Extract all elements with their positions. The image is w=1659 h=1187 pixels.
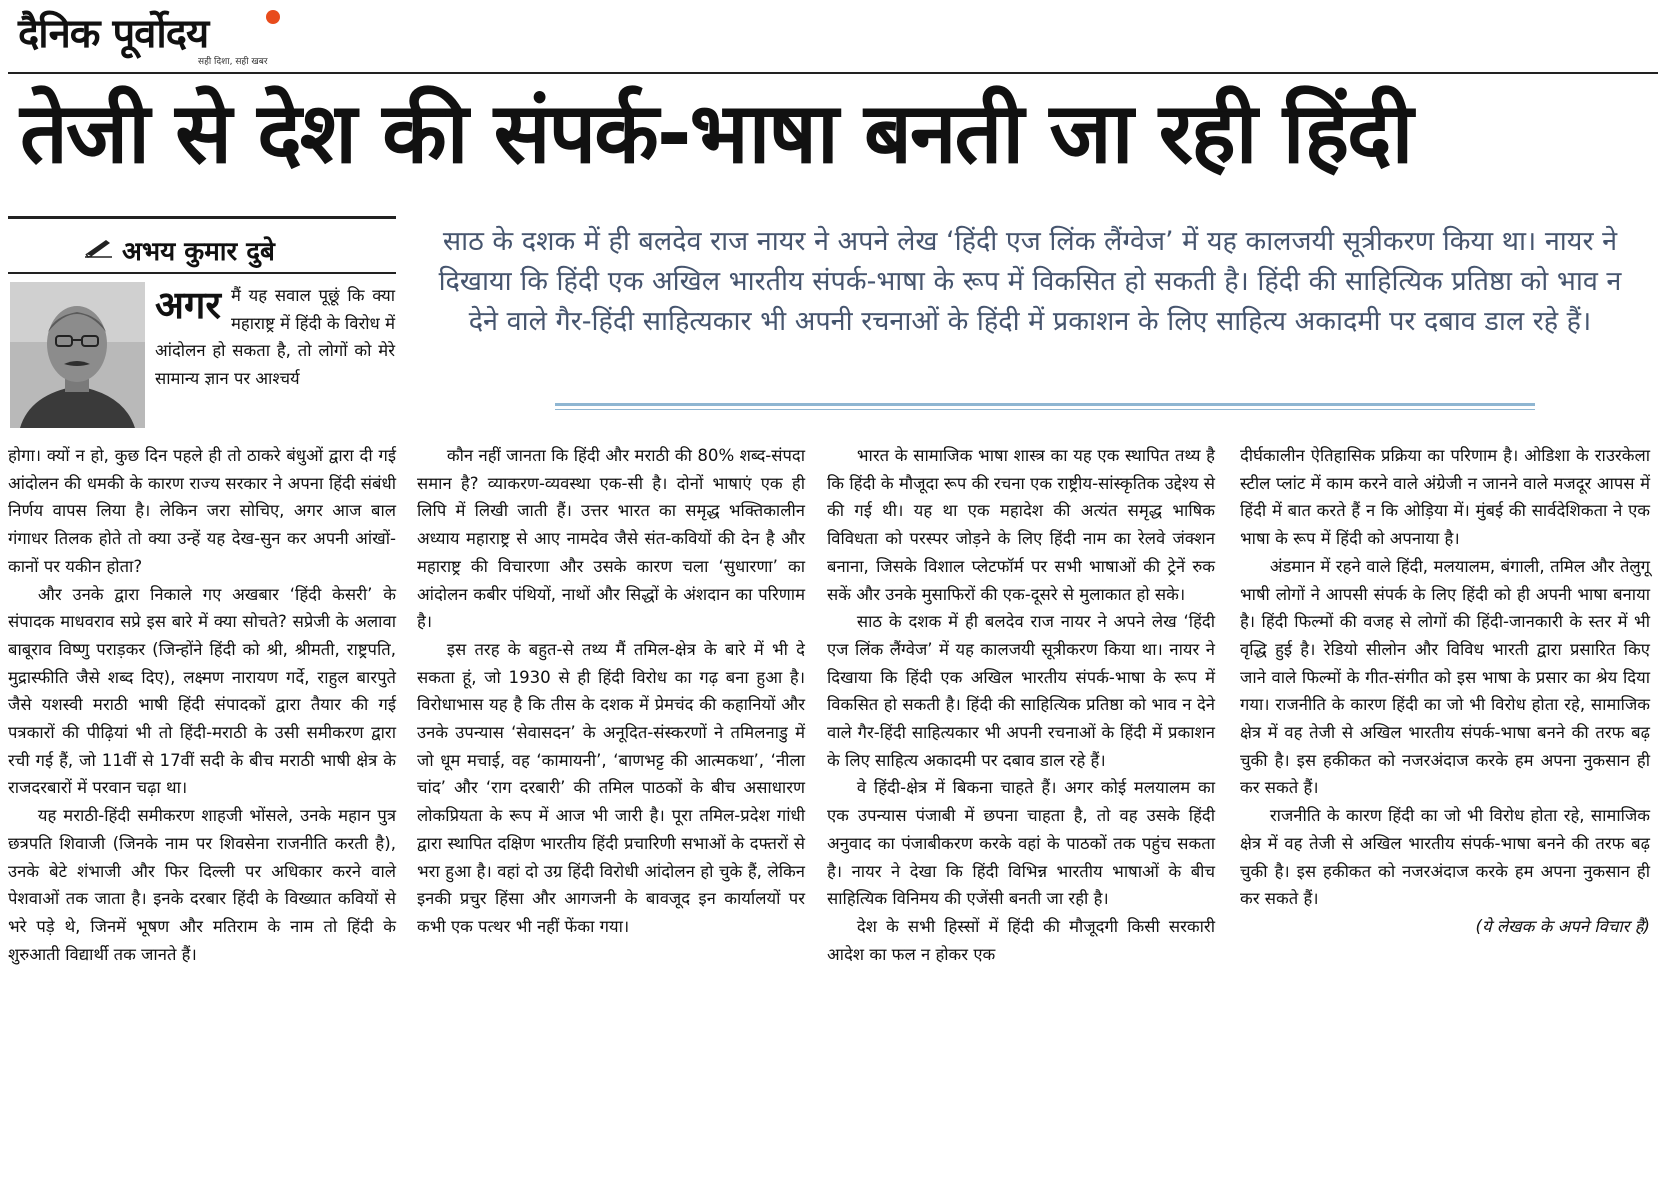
masthead xyxy=(8,4,1658,74)
headline: तेजी से देश की संपर्क-भाषा बनती जा रही हिंदी xyxy=(20,84,1412,182)
pull-quote-rule xyxy=(555,403,1535,406)
intro-text: मैं यह सवाल पूछूं कि क्या महाराष्ट्र में हिंदी के विरोध में आंदोलन हो सकता है, तो लोगों को मेरे सामान्य ज्ञान पर आश्चर्य xyxy=(155,286,395,389)
byline-divider-top xyxy=(8,216,396,219)
article-column-1 xyxy=(8,442,396,968)
drop-word: अगर xyxy=(155,283,221,327)
paragraph: इस तरह के बहुत-से तथ्य मैं तमिल-क्षेत्र के बारे में भी दे सकता हूं, जो 1930 से ही हिंदी विरोध का गढ़ बना हुआ है। विरोधाभास यह है कि तीस के दशक में प्रेमचंद की कहानियों और उनके उपन्यास ‘सेवासदन’ के अनूदित-संस्करणों ने तमिलनाडु में जो धूम मचाई, वह ‘कामायनी’, ‘बाणभट्ट की आत्मकथा’, ‘नीला चांद’ और ‘राग दरबारी’ की तमिल पाठकों के बीच असाधारण लोकप्रियता के रूप में आज भी जारी है। पूरा तमिल-प्रदेश गांधी द्वारा स्थापित दक्षिण भारतीय हिंदी प्रचारिणी सभाओं के दफ्तरों से भरा हुआ है। वहां दो उग्र हिंदी विरोधी आंदोलन हो चुके हैं, लेकिन इनकी प्रचुर हिंसा और आगजनी के बावजूद इन कार्यालयों पर कभी एक पत्थर भी नहीं फेंका गया। xyxy=(417,639,805,936)
author-disclaimer: (ये लेखक के अपने विचार हैं) xyxy=(1475,916,1650,936)
pull-quote: साठ के दशक में ही बलदेव राज नायर ने अपने लेख ‘हिंदी एज लिंक लैंग्वेज’ में यह कालजयी सूत्रीकरण किया था। नायर ने दिखाया कि हिंदी एक अखिल भारतीय संपर्क-भाषा के रूप में विकसित हो सकती है। हिंदी की साहित्यिक प्रतिष्ठा को भाव न देने वाले गैर-हिंदी साहित्यकार भी अपनी रचनाओं के हिंदी में प्रकाशन के लिए साहित्य अकादमी पर दबाव डाल रहे हैं। xyxy=(438,226,1622,337)
article-column-4 xyxy=(1240,442,1650,941)
pull-quote-rule-thin xyxy=(555,409,1535,410)
paragraph: देश के सभी हिस्सों में हिंदी की मौजूदगी किसी सरकारी आदेश का फल न होकर एक xyxy=(827,916,1215,964)
logo-dot-icon xyxy=(266,10,280,24)
paragraph: दीर्घकालीन ऐतिहासिक प्रक्रिया का परिणाम है। ओडिशा के राउरकेला स्टील प्लांट में काम करने वाले अंग्रेजी न जानने वाले मजदूर आपस में हिंदी में बात करते हैं न कि ओड़िया में। मुंबई की सार्वदेशिकता ने एक भाषा के रूप में हिंदी को अपनाया है। xyxy=(1240,446,1650,549)
paragraph: होगा। क्यों न हो, कुछ दिन पहले ही तो ठाकरे बंधुओं द्वारा दी गई आंदोलन की धमकी के कारण राज्य सरकार ने अपना हिंदी संबंधी निर्णय वापस लिया है। लेकिन जरा सोचिए, अगर आज बाल गंगाधर तिलक होते तो क्या उन्हें यह देख-सुन कर अपनी आंखों-कानों पर यकीन होता? xyxy=(8,446,396,576)
newspaper-logo: दैनिक पूर्वोदय xyxy=(18,10,209,57)
byline-divider-bottom xyxy=(8,272,396,274)
paragraph: कौन नहीं जानता कि हिंदी और मराठी की 80% शब्द-संपदा समान है? व्याकरण-व्यवस्था एक-सी है। दोनों भाषाएं एक ही लिपि में लिखी जाती हैं। उत्तर भारत का समृद्ध भक्तिकालीन अध्याय महाराष्ट्र से आए नामदेव जैसे संत-कवियों की देन है और महाराष्ट्र की विचारणा और उसके कारण चला ‘सुधारणा’ का आंदोलन कबीर पंथियों, नाथों और सिद्धों के अंशदान का परिणाम है। xyxy=(417,446,805,632)
paragraph: वे हिंदी-क्षेत्र में बिकना चाहते हैं। अगर कोई मलयालम का एक उपन्यास पंजाबी में छपना चाहता है, तो वह उसके हिंदी अनुवाद का पंजाबीकरण करके वहां के पाठकों तक पहुंच सकता है। नायर ने देखा कि हिंदी विभिन्न भारतीय भाषाओं के बीच साहित्यिक विनिमय की एजेंसी बनती जा रही है। xyxy=(827,778,1215,909)
paragraph: साठ के दशक में ही बलदेव राज नायर ने अपने लेख ‘हिंदी एज लिंक लैंग्वेज’ में यह कालजयी सूत्रीकरण किया था। नायर ने दिखाया कि हिंदी एक अखिल भारतीय संपर्क-भाषा के रूप में विकसित हो सकती है। हिंदी की साहित्यिक प्रतिष्ठा को भाव न देने वाले गैर-हिंदी साहित्यकार भी अपनी रचनाओं के हिंदी में प्रकाशन के लिए साहित्य अकादमी पर दबाव डाल रहे हैं। xyxy=(827,612,1215,770)
author-photo xyxy=(10,282,145,428)
article-column-3 xyxy=(827,442,1215,968)
article-column-2 xyxy=(417,442,805,941)
paragraph: और उनके द्वारा निकाले गए अखबार ‘हिंदी केसरी’ के संपादक माधवराव सप्रे इस बारे में क्या सोचते? सप्रेजी के अलावा बाबूराव विष्णु पराड़कर (जिन्होंने हिंदी को श्री, श्रीमती, राष्ट्रपति, मुद्रास्फीति जैसे शब्द दिए), लक्ष्मण नारायण गर्दे, राहुल बारपुते जैसे यशस्वी मराठी भाषी हिंदी संपादकों द्वारा तैयार की गई पत्रकारों की पीढ़ियां भी तो हिंदी-मराठी के उसी समीकरण द्वारा रची गई हैं, जो 11वीं से 17वीं सदी के बीच मराठी भाषी क्षेत्र के राजदरबारों में परवान चढ़ा था। xyxy=(8,584,396,798)
paragraph: अंडमान में रहने वाले हिंदी, मलयालम, बंगाली, तमिल और तेलुगू भाषी लोगों ने आपसी संपर्क के लिए हिंदी को ही अपनी भाषा बनाया है। हिंदी फिल्मों की वजह से लोगों की हिंदी-जानकारी के स्तर में भी वृद्धि हुई है। रेडियो सीलोन और विविध भारती द्वारा प्रसारित किए जाने वाले फिल्मों के गीत-संगीत को इस भाषा के प्रसार का श्रेय दिया गया। राजनीति के कारण हिंदी का जो भी विरोध होता रहे, सामाजिक क्षेत्र में वह तेजी से अखिल भारतीय संपर्क-भाषा बनने की तरफ बढ़ चुकी है। इस हकीकत को नजरअंदाज करके हम अपना नुकसान ही कर सकते हैं। xyxy=(1240,556,1650,798)
paragraph: भारत के सामाजिक भाषा शास्त्र का यह एक स्थापित तथ्य है कि हिंदी के मौजूदा रूप की रचना एक राष्ट्रीय-सांस्कृतिक उद्देश्य से की गई थी। यह था एक महादेश की अत्यंत समृद्ध भाषिक विविधता को परस्पर जोड़ने के लिए हिंदी नाम का रेलवे जंक्शन बनाना, जिसके विशाल प्लेटफॉर्म पर सभी भाषाओं की ट्रेनें रुक सकें और उनके मुसाफिरों की एक-दूसरे से मुलाकात हो सके। xyxy=(827,446,1215,604)
article-intro xyxy=(155,282,395,393)
paragraph: राजनीति के कारण हिंदी का जो भी विरोध होता रहे, सामाजिक क्षेत्र में वह तेजी से अखिल भारतीय संपर्क-भाषा बनने की तरफ बढ़ चुकी है। इस हकीकत को नजरअंदाज करके हम अपना नुकसान ही कर सकते हैं। xyxy=(1240,806,1650,909)
paragraph: यह मराठी-हिंदी समीकरण शाहजी भोंसले, उनके महान पुत्र छत्रपति शिवाजी (जिनके नाम पर शिवसेना राजनीति करती है), उनके बेटे शंभाजी और फिर दिल्ली पर अधिकार करने वाले पेशवाओं तक जाता है। इनके दरबार हिंदी के विख्यात कवियों से भरे पड़े थे, जिनमें भूषण और मतिराम के नाम तो हिंदी के शुरुआती विद्यार्थी तक जानते हैं। xyxy=(8,806,396,964)
tagline: सही दिशा, सही खबर xyxy=(198,57,268,67)
author-byline: अभय कुमार दुबे xyxy=(122,237,275,267)
